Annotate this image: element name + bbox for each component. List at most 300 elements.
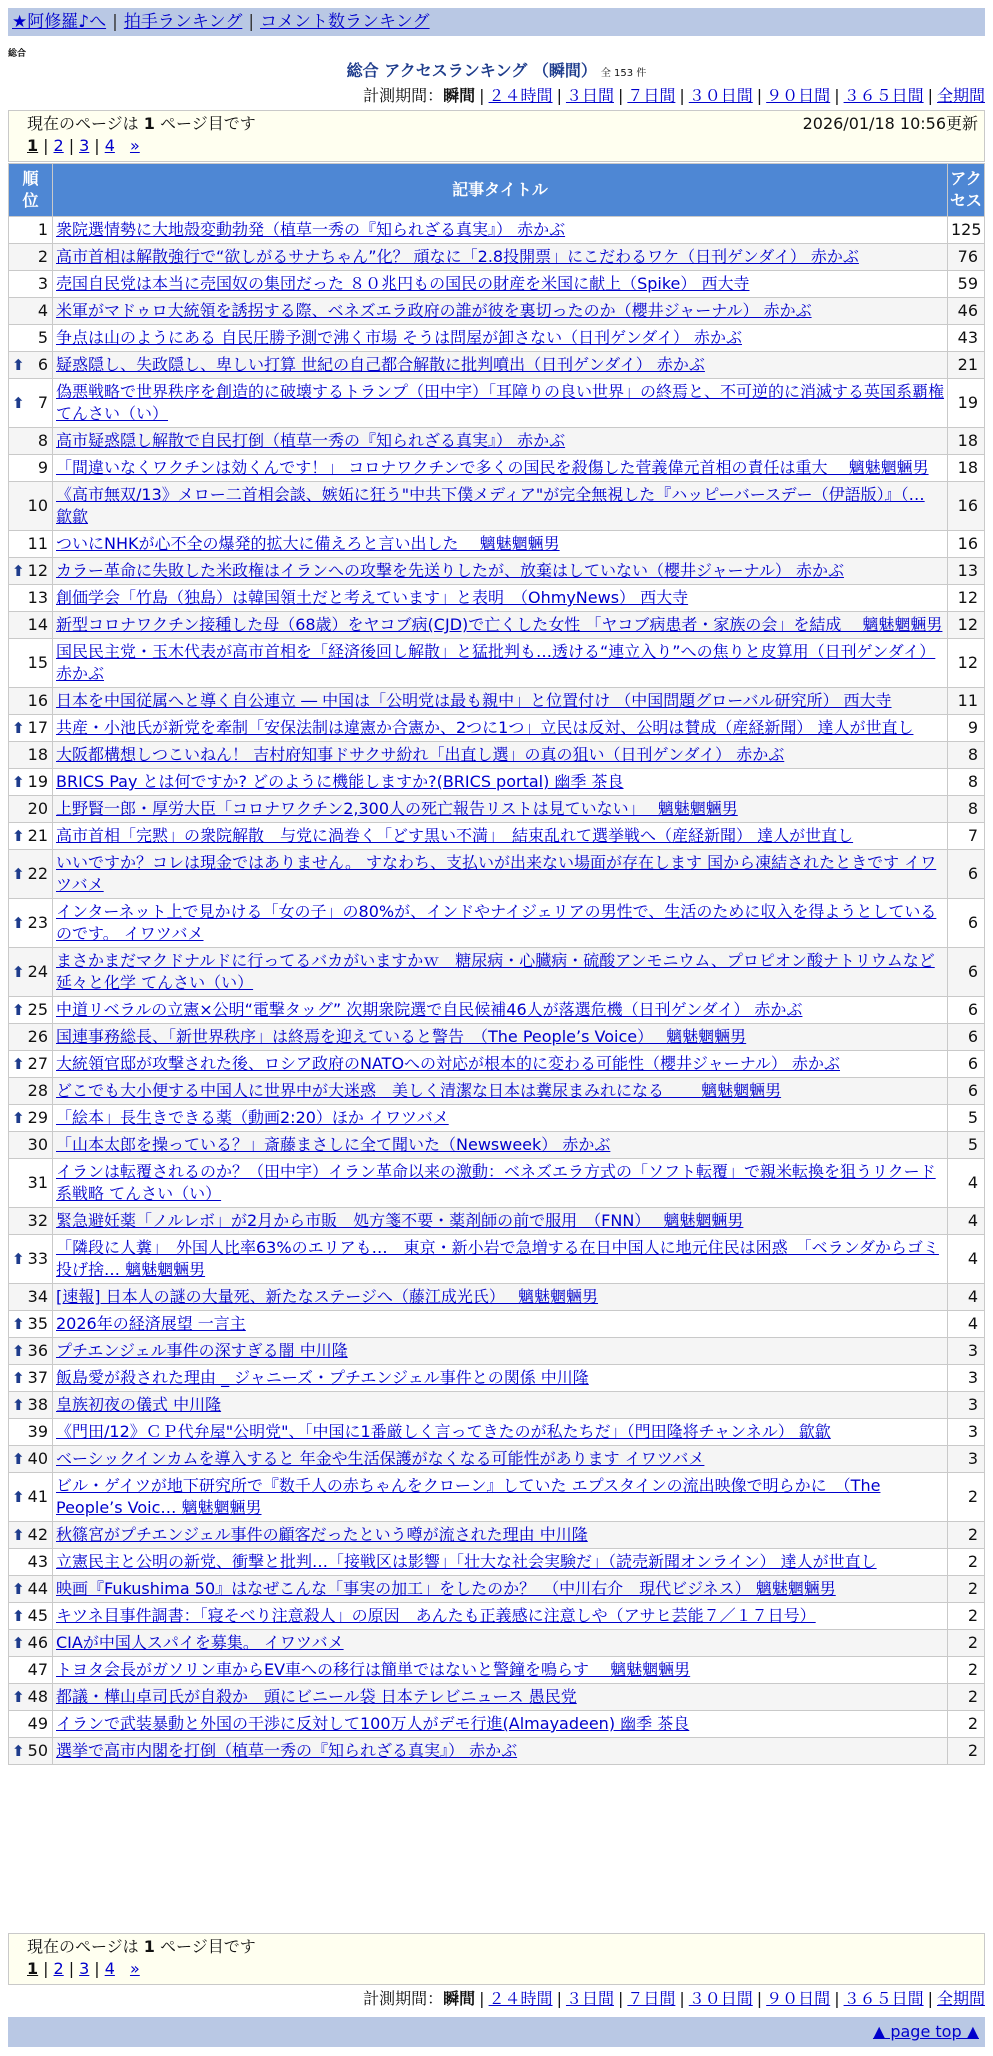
title-cell xyxy=(53,1051,948,1078)
rank-up-arrow-icon: ⬆ xyxy=(12,1607,25,1625)
period-separator: | xyxy=(479,1989,485,2008)
rank-number: 17 xyxy=(27,718,48,737)
article-title-link[interactable]: 新型コロナワクチン接種した母（68歳）をヤコブ病(CJD)で亡くした女性 「ヤコブ病患者・家族の会」を結成 魑魅魍魎男 xyxy=(56,615,943,634)
article-title-link[interactable]: トヨタ会長がガソリン車からEV車への移行は簡単ではないと警鐘を鳴らす 魑魅魍魎男 xyxy=(56,1660,691,1679)
title-cell xyxy=(53,244,948,271)
article-title-link[interactable]: 映画『Fukushima 50』はなぜこんな「事実の加工」をしたのか？ （中川右介 現代ビジネス） 魑魅魍魎男 xyxy=(56,1579,836,1598)
article-title-link[interactable]: 「隣段に人糞」 外国人比率63%のエリアも… 東京・新小岩で急増する在日中国人に地元住民は困惑 「ベランダからゴミ投げ捨… 魑魅魍魎男 xyxy=(56,1238,939,1279)
article-title-link[interactable]: いいですか？コレは現金ではありません。 すなわち、支払いが出来ない場面が存在します 国から凍結されたときです イワツバメ xyxy=(56,853,937,894)
access-count: 3 xyxy=(948,1365,985,1392)
access-count: 11 xyxy=(948,688,985,715)
footer-bar xyxy=(8,2017,985,2047)
table-row xyxy=(9,1684,985,1711)
title-cell xyxy=(53,715,948,742)
table-row xyxy=(9,823,985,850)
pager-link[interactable]: 3 xyxy=(79,136,90,155)
period-label: 計測期間： xyxy=(363,1989,444,2008)
table-row xyxy=(9,1024,985,1051)
article-title-link[interactable]: 争点は山のようにある 自民圧勝予測で沸く市場 そうは問屋が卸さない（日刊ゲンダイ） 赤かぶ xyxy=(56,328,742,347)
rank-up-arrow-icon: ⬆ xyxy=(12,1342,25,1360)
access-count: 46 xyxy=(948,298,985,325)
rank-number: 12 xyxy=(27,561,48,580)
rank-number: 32 xyxy=(27,1211,48,1230)
title-cell xyxy=(53,531,948,558)
rank-cell xyxy=(9,639,53,688)
access-count: 4 xyxy=(948,1284,985,1311)
rank-number: 7 xyxy=(37,393,48,412)
article-title-link[interactable]: 国連事務総長、「新世界秩序」は終焉を迎えていると警告 （The People’s Voice） 魑魅魍魎男 xyxy=(56,1027,747,1046)
pager-current-page: 1 xyxy=(27,1959,39,1978)
rank-cell xyxy=(9,612,53,639)
period-separator: | xyxy=(556,86,562,105)
article-title-link[interactable]: 2026年の経済展望 一言主 xyxy=(56,1314,246,1333)
rank-number: 11 xyxy=(27,534,48,553)
table-row xyxy=(9,715,985,742)
title-cell xyxy=(53,823,948,850)
rank-up-arrow-icon: ⬆ xyxy=(12,914,25,932)
rank-number: 24 xyxy=(27,962,48,981)
pager-next-link[interactable]: » xyxy=(129,1959,140,1978)
title-cell xyxy=(53,1078,948,1105)
rank-number: 19 xyxy=(27,772,48,791)
title-cell xyxy=(53,1684,948,1711)
period-separator: | xyxy=(679,1989,685,2008)
title-cell xyxy=(53,352,948,379)
article-title-link[interactable]: 都議・樺山卓司氏が自殺か 頭にビニール袋 日本テレビニュース 愚民党 xyxy=(56,1687,577,1706)
article-title-link[interactable]: ベーシックインカムを導入すると 年金や生活保護がなくなる可能性があります イワツバメ xyxy=(56,1449,705,1468)
article-title-link[interactable]: 《高市無双/13》メロー二首相会談、嫉妬に狂う"中共下僕メディア"が完全無視した『ハッピーバースデー（伊語版）』（… 歙歙 xyxy=(56,485,925,526)
period-link[interactable]: ３６５日間 xyxy=(843,86,924,105)
rank-up-arrow-icon: ⬆ xyxy=(12,1450,25,1468)
title-cell xyxy=(53,1446,948,1473)
table-row xyxy=(9,688,985,715)
rank-number: 44 xyxy=(27,1579,48,1598)
article-title-link[interactable]: イランで武装暴動と外国の干渉に反対して100万人がデモ行進(Almayadeen) 幽季 茶良 xyxy=(56,1714,690,1733)
rank-cell xyxy=(9,1235,53,1284)
table-row xyxy=(9,1105,985,1132)
pager-top xyxy=(27,135,966,157)
article-title-link[interactable]: CIAが中国人スパイを募集。 イワツバメ xyxy=(56,1633,344,1652)
article-title-link[interactable]: 高市首相「完黙」の衆院解散 与党に渦巻く「どす黒い不満」 結束乱れて選挙戦へ（産経新聞） 達人が世直し xyxy=(56,826,854,845)
pager-separator: | xyxy=(68,1959,75,1978)
title-cell xyxy=(53,1473,948,1522)
rank-number: 26 xyxy=(27,1027,48,1046)
rank-cell xyxy=(9,948,53,997)
table-row xyxy=(9,850,985,899)
access-count: 16 xyxy=(948,531,985,558)
rank-number: 10 xyxy=(27,496,48,515)
access-count: 8 xyxy=(948,742,985,769)
period-link[interactable]: ９０日間 xyxy=(766,1989,831,2008)
table-row xyxy=(9,1549,985,1576)
rank-cell xyxy=(9,850,53,899)
title-cell xyxy=(53,948,948,997)
pager-link[interactable]: 4 xyxy=(104,136,115,155)
rank-cell xyxy=(9,1446,53,1473)
title-cell xyxy=(53,379,948,428)
rank-cell xyxy=(9,1311,53,1338)
article-title-link[interactable]: どこでも大小便する中国人に世界中が大迷惑 美しく清潔な日本は糞尿まみれになる 魑魅魍魎男 xyxy=(56,1081,782,1100)
table-row xyxy=(9,482,985,531)
article-title-link[interactable]: 高市首相は解散強行で“欲しがるサナちゃん”化？ 頑なに「2.8投開票」にこだわるワケ（日刊ゲンダイ） 赤かぶ xyxy=(56,247,859,266)
article-title-link[interactable]: 売国自民党は本当に売国奴の集団だった ８０兆円もの国民の財産を米国に献上（Spike） 西大寺 xyxy=(56,274,750,293)
table-row xyxy=(9,1392,985,1419)
access-count: 19 xyxy=(948,379,985,428)
rank-cell xyxy=(9,1684,53,1711)
pager-link[interactable]: 3 xyxy=(79,1959,90,1978)
access-count: 12 xyxy=(948,585,985,612)
rank-number: 14 xyxy=(27,615,48,634)
rank-cell xyxy=(9,997,53,1024)
article-title-link[interactable]: イランは転覆されるのか？（田中宇）イラン革命以来の激動：ベネズエラ方式の「ソフト転覆」で親米転換を狙うリクード系戦略 てんさい（い） xyxy=(56,1162,936,1203)
access-count: 2 xyxy=(948,1522,985,1549)
title-cell xyxy=(53,1630,948,1657)
article-title-link[interactable]: 大阪都構想しつこいねん！ 吉村府知事ドサクサ紛れ「出直し選」の真の狙い（日刊ゲンダイ） 赤かぶ xyxy=(56,745,785,764)
period-label: 計測期間： xyxy=(363,86,444,105)
rank-cell xyxy=(9,796,53,823)
article-title-link[interactable]: まさかまだマクドナルドに行ってるバカがいますかｗ 糖尿病・心臓病・硫酸アンモニウム、プロピオン酸ナトリウムなど 延々と化学 てんさい（い） xyxy=(56,951,935,992)
table-row xyxy=(9,1576,985,1603)
ranking-table xyxy=(8,163,985,1765)
rank-up-arrow-icon: ⬆ xyxy=(12,963,25,981)
title-cell xyxy=(53,1711,948,1738)
nav-link-applause-ranking[interactable]: 拍手ランキング xyxy=(123,12,243,32)
rank-number: 42 xyxy=(27,1525,48,1544)
rank-cell xyxy=(9,482,53,531)
rank-number: 37 xyxy=(27,1368,48,1387)
title-cell xyxy=(53,742,948,769)
nav-separator: | xyxy=(112,12,118,32)
nav-link-comment-ranking[interactable]: コメント数ランキング xyxy=(260,12,430,32)
article-title-link[interactable]: ビル・ゲイツが地下研究所で『数千人の赤ちゃんをクローン』していた エプスタインの流出映像で明らかに （The People’s Voic… 魑魅魍魎男 xyxy=(56,1476,881,1517)
rank-up-arrow-icon: ⬆ xyxy=(12,1526,25,1544)
rank-cell xyxy=(9,1051,53,1078)
updated-timestamp: 2026/01/18 10:56更新 xyxy=(802,114,978,133)
rank-up-arrow-icon: ⬆ xyxy=(12,1369,25,1387)
table-row xyxy=(9,1311,985,1338)
article-title-link[interactable]: 中道リベラルの立憲×公明“電撃タッグ” 次期衆院選で自民候補46人が落選危機（日刊ゲンダイ） 赤かぶ xyxy=(56,1000,803,1019)
rank-cell xyxy=(9,742,53,769)
table-row xyxy=(9,769,985,796)
pager-link[interactable]: 2 xyxy=(53,136,64,155)
rank-cell xyxy=(9,1365,53,1392)
period-link[interactable]: ７日間 xyxy=(627,1989,676,2008)
period-link[interactable]: ３６５日間 xyxy=(843,1989,924,2008)
title-cell xyxy=(53,899,948,948)
table-row xyxy=(9,585,985,612)
rank-cell xyxy=(9,1549,53,1576)
table-row xyxy=(9,217,985,244)
title-cell xyxy=(53,997,948,1024)
article-title-link[interactable]: 疑惑隠し、失政隠し、卑しい打算 世紀の自己都合解散に批判噴出（日刊ゲンダイ） 赤かぶ xyxy=(56,355,705,374)
rank-number: 4 xyxy=(37,301,48,320)
period-separator: | xyxy=(756,86,763,105)
rank-number: 2 xyxy=(37,247,48,266)
rank-number: 22 xyxy=(27,864,48,883)
article-title-link[interactable]: 国民民主党・玉木代表が高市首相を「経済後回し解散」と猛批判も…透ける“連立入り”への焦りと皮算用（日刊ゲンダイ） 赤かぶ xyxy=(56,642,936,683)
access-count: 2 xyxy=(948,1657,985,1684)
rank-cell xyxy=(9,352,53,379)
table-row xyxy=(9,1208,985,1235)
article-title-link[interactable]: インターネット上で見かける「女の子」の80%が、インドやナイジェリアの男性で、生活のために収入を得ようとしているのです。 イワツバメ xyxy=(56,902,937,943)
ranking-count: 全 153 件 xyxy=(600,68,647,79)
rank-cell xyxy=(9,769,53,796)
access-count: 8 xyxy=(948,769,985,796)
table-row xyxy=(9,1473,985,1522)
article-title-link[interactable]: [速報] 日本人の謎の大量死、新たなステージへ（藤江成光氏） 魑魅魍魎男 xyxy=(56,1287,599,1306)
article-title-link[interactable]: 大統領官邸が攻撃された後、ロシア政府のNATOへの対応が根本的に変わる可能性（櫻井ジャーナル） 赤かぶ xyxy=(56,1054,841,1073)
rank-number: 6 xyxy=(37,355,48,374)
access-count: 4 xyxy=(948,1235,985,1284)
title-cell xyxy=(53,482,948,531)
rank-number: 29 xyxy=(27,1108,48,1127)
rank-number: 18 xyxy=(27,745,48,764)
access-count: 2 xyxy=(948,1473,985,1522)
pager-separator: | xyxy=(43,1959,49,1978)
ranking-title: 総合 アクセスランキング （瞬間） xyxy=(346,61,597,80)
article-title-link[interactable]: 「間違いなくワクチンは効くんです！」 コロナワクチンで多くの国民を殺傷した菅義偉元首相の責任は重大 魑魅魍魎男 xyxy=(56,458,929,477)
rank-cell xyxy=(9,428,53,455)
rank-number: 23 xyxy=(27,913,48,932)
rank-cell xyxy=(9,1603,53,1630)
rank-up-arrow-icon: ⬆ xyxy=(12,1634,25,1652)
page-top-link[interactable]: ▲ page top ▲ xyxy=(872,2022,979,2041)
period-link[interactable]: ２４時間 xyxy=(488,86,553,105)
rank-up-arrow-icon: ⬆ xyxy=(12,773,25,791)
title-cell xyxy=(53,1522,948,1549)
rank-up-arrow-icon: ⬆ xyxy=(12,1055,25,1073)
rank-number: 50 xyxy=(27,1741,48,1760)
article-title-link[interactable]: 偽悪戦略で世界秩序を創造的に破壊するトランプ（田中宇）「耳障りの良い世界」の終焉と、不可逆的に消滅する英国系覇権 てんさい（い） xyxy=(56,382,945,423)
article-title-link[interactable]: 上野賢一郎・厚労大臣「コロナワクチン2,300人の死亡報告リストは見ていない」 魑魅魍魎男 xyxy=(56,799,738,818)
table-row xyxy=(9,1051,985,1078)
access-count: 5 xyxy=(948,1132,985,1159)
rank-number: 43 xyxy=(27,1552,48,1571)
pager-link[interactable]: 2 xyxy=(53,1959,64,1978)
access-count: 6 xyxy=(948,1051,985,1078)
article-title-link[interactable]: プチエンジェル事件の深すぎる闇 中川隆 xyxy=(56,1341,348,1360)
pager-separator xyxy=(120,136,125,155)
rank-number: 28 xyxy=(27,1081,48,1100)
rank-cell xyxy=(9,585,53,612)
header-access: アクセス xyxy=(948,164,985,217)
header-title: 記事タイトル xyxy=(53,164,948,217)
title-cell xyxy=(53,1132,948,1159)
period-link[interactable]: ２４時間 xyxy=(488,1989,553,2008)
page-info-text: 現在のページは 1 ページ目です xyxy=(27,114,256,133)
access-count: 12 xyxy=(948,639,985,688)
pager-separator: | xyxy=(43,136,49,155)
title-cell xyxy=(53,1549,948,1576)
period-separator: | xyxy=(617,86,624,105)
rank-number: 45 xyxy=(27,1606,48,1625)
table-row xyxy=(9,531,985,558)
rank-number: 8 xyxy=(37,431,48,450)
access-count: 2 xyxy=(948,1549,985,1576)
rank-number: 20 xyxy=(27,799,48,818)
rank-cell xyxy=(9,1159,53,1208)
rank-cell xyxy=(9,217,53,244)
article-title-link[interactable]: 立憲民主と公明の新党、衝撃と批判…「接戦区は影響」「壮大な社会実験だ」（読売新聞オンライン） 達人が世直し xyxy=(56,1552,877,1571)
table-row xyxy=(9,1078,985,1105)
article-title-link[interactable]: 創価学会「竹島（独島）は韓国領土だと考えています」と表明 （OhmyNews） 西大寺 xyxy=(56,588,689,607)
period-separator: | xyxy=(834,86,840,105)
period-separator: | xyxy=(679,86,685,105)
article-title-link[interactable]: 《門田/12》ＣＰ代弁屋"公明党"、「中国に1番厳しく言ってきたのが私たちだ」（門田隆将チャンネル） 歙歙 xyxy=(56,1422,831,1441)
title-cell xyxy=(53,1311,948,1338)
pager-next-link[interactable]: » xyxy=(129,136,140,155)
rank-cell xyxy=(9,1419,53,1446)
title-cell xyxy=(53,455,948,482)
article-title-link[interactable]: 秋篠宮がプチエンジェル事件の顧客だったという噂が流された理由 中川隆 xyxy=(56,1525,588,1544)
rank-cell xyxy=(9,271,53,298)
access-count: 2 xyxy=(948,1576,985,1603)
header-rank: 順位 xyxy=(9,164,53,217)
article-title-link[interactable]: 緊急避妊薬「ノルレボ」が2月から市販 処方箋不要・薬剤師の前で服用 （FNN） 魑魅魍魎男 xyxy=(56,1211,744,1230)
access-count: 3 xyxy=(948,1419,985,1446)
rank-cell xyxy=(9,1657,53,1684)
period-link[interactable]: ３日間 xyxy=(565,86,614,105)
article-title-link[interactable]: キツネ目事件調書：「寝そべり注意殺人」の原因 あんたも正義感に注意しや（アサヒ芸能７／１７日号） xyxy=(56,1606,816,1625)
rank-cell xyxy=(9,325,53,352)
rank-up-arrow-icon: ⬆ xyxy=(12,394,25,412)
rank-cell xyxy=(9,823,53,850)
rank-number: 3 xyxy=(37,274,48,293)
nav-link-home[interactable]: ★阿修羅♪へ xyxy=(12,12,107,32)
article-title-link[interactable]: 「絵本」長生きできる薬（動画2:20）ほか イワツバメ xyxy=(56,1108,449,1127)
rank-number: 27 xyxy=(27,1054,48,1073)
table-row xyxy=(9,612,985,639)
period-link[interactable]: 全期間 xyxy=(936,86,985,105)
access-count: 59 xyxy=(948,271,985,298)
period-current: 瞬間 xyxy=(443,1989,476,2008)
access-count: 2 xyxy=(948,1684,985,1711)
page-info-bottom xyxy=(8,1933,985,1985)
article-title-link[interactable]: 「山本太郎を操っている？」斎藤まさしに全て聞いた（Newsweek） 赤かぶ xyxy=(56,1135,611,1154)
period-link[interactable]: ３０日間 xyxy=(688,1989,753,2008)
rank-up-arrow-icon: ⬆ xyxy=(12,827,25,845)
access-count: 2 xyxy=(948,1738,985,1765)
access-count: 12 xyxy=(948,612,985,639)
period-link[interactable]: ３日間 xyxy=(565,1989,614,2008)
page-info-top xyxy=(8,110,985,162)
rank-cell xyxy=(9,1576,53,1603)
title-cell xyxy=(53,1657,948,1684)
table-row xyxy=(9,1159,985,1208)
table-row xyxy=(9,1738,985,1765)
period-separator: | xyxy=(617,1989,624,2008)
rank-number: 36 xyxy=(27,1341,48,1360)
period-separator: | xyxy=(479,86,485,105)
rank-up-arrow-icon: ⬆ xyxy=(12,356,25,374)
rank-up-arrow-icon: ⬆ xyxy=(12,1742,25,1760)
rank-cell xyxy=(9,688,53,715)
table-row xyxy=(9,1235,985,1284)
access-count: 21 xyxy=(948,352,985,379)
rank-up-arrow-icon: ⬆ xyxy=(12,1109,25,1127)
table-row xyxy=(9,244,985,271)
article-title-link[interactable]: 高市疑惑隠し解散で自民打倒（植草一秀の『知られざる真実』） 赤かぶ xyxy=(56,431,566,450)
title-cell xyxy=(53,1284,948,1311)
rank-number: 31 xyxy=(27,1173,48,1192)
pager-separator: | xyxy=(94,136,100,155)
rank-number: 25 xyxy=(27,1000,48,1019)
rank-number: 9 xyxy=(37,458,48,477)
article-title-link[interactable]: 米軍がマドゥロ大統領を誘拐する際、ベネズエラ政府の誰が彼を裏切ったのか（櫻井ジャーナル） 赤かぶ xyxy=(56,301,812,320)
title-cell xyxy=(53,1235,948,1284)
access-count: 18 xyxy=(948,455,985,482)
rank-number: 5 xyxy=(37,328,48,347)
rank-cell xyxy=(9,1630,53,1657)
table-row xyxy=(9,1419,985,1446)
table-row xyxy=(9,1711,985,1738)
table-header-row xyxy=(9,164,985,217)
rank-number: 15 xyxy=(27,653,48,672)
rank-up-arrow-icon: ⬆ xyxy=(12,719,25,737)
period-link[interactable]: ７日間 xyxy=(627,86,676,105)
access-count: 9 xyxy=(948,715,985,742)
period-link[interactable]: ９０日間 xyxy=(766,86,831,105)
period-link[interactable]: ３０日間 xyxy=(688,86,753,105)
rank-cell xyxy=(9,1392,53,1419)
article-title-link[interactable]: 選挙で高市内閣を打倒（植草一秀の『知られざる真実』） 赤かぶ xyxy=(56,1741,518,1760)
pager-separator: | xyxy=(68,136,75,155)
table-row xyxy=(9,742,985,769)
rank-up-arrow-icon: ⬆ xyxy=(12,1250,25,1268)
period-separator: | xyxy=(834,1989,840,2008)
period-link[interactable]: 全期間 xyxy=(936,1989,985,2008)
title-cell xyxy=(53,1603,948,1630)
table-row xyxy=(9,997,985,1024)
rank-up-arrow-icon: ⬆ xyxy=(12,1688,25,1706)
article-title-link[interactable]: 皇族初夜の儀式 中川隆 xyxy=(56,1395,222,1414)
article-title-link[interactable]: 飯島愛が殺された理由 _ ジャニーズ・プチエンジェル事件との関係 中川隆 xyxy=(56,1368,589,1387)
rank-cell xyxy=(9,1024,53,1051)
rank-number: 21 xyxy=(27,826,48,845)
access-count: 4 xyxy=(948,1208,985,1235)
article-title-link[interactable]: 衆院選情勢に大地殻変動勃発（植草一秀の『知られざる真実』） 赤かぶ xyxy=(56,220,566,239)
table-row xyxy=(9,325,985,352)
title-cell xyxy=(53,271,948,298)
nav-separator: | xyxy=(248,12,255,32)
top-nav-bar xyxy=(8,8,985,36)
title-cell xyxy=(53,769,948,796)
period-current: 瞬間 xyxy=(443,86,476,105)
title-cell xyxy=(53,1105,948,1132)
access-count: 2 xyxy=(948,1711,985,1738)
category-label: 総合 xyxy=(8,49,27,59)
title-cell xyxy=(53,688,948,715)
title-cell xyxy=(53,1159,948,1208)
rank-number: 35 xyxy=(27,1314,48,1333)
article-title-link[interactable]: 日本を中国従属へと導く自公連立 ― 中国は「公明党は最も親中」と位置付け （中国問題グローバル研究所） 西大寺 xyxy=(56,691,892,710)
title-cell xyxy=(53,850,948,899)
access-count: 13 xyxy=(948,558,985,585)
period-selector-bottom xyxy=(363,1988,985,2010)
rank-cell xyxy=(9,715,53,742)
title-cell xyxy=(53,585,948,612)
title-cell xyxy=(53,1208,948,1235)
pager-link[interactable]: 4 xyxy=(104,1959,115,1978)
pager-separator: | xyxy=(94,1959,100,1978)
article-title-link[interactable]: カラー革命に失敗した米政権はイランへの攻撃を先送りしたが、放棄はしていない（櫻井ジャーナル） 赤かぶ xyxy=(56,561,844,580)
rank-number: 39 xyxy=(27,1422,48,1441)
article-title-link[interactable]: 共産・小池氏が新党を牽制「安保法制は違憲か合憲か、2つに1つ」立民は反対、公明は賛成（産経新聞） 達人が世直し xyxy=(56,718,914,737)
access-count: 18 xyxy=(948,428,985,455)
article-title-link[interactable]: ついにNHKが心不全の爆発的拡大に備えろと言い出した 魑魅魍魎男 xyxy=(56,534,560,553)
rank-number: 34 xyxy=(27,1287,48,1306)
article-title-link[interactable]: BRICS Pay とは何ですか? どのように機能しますか?(BRICS portal) 幽季 茶良 xyxy=(56,772,624,791)
